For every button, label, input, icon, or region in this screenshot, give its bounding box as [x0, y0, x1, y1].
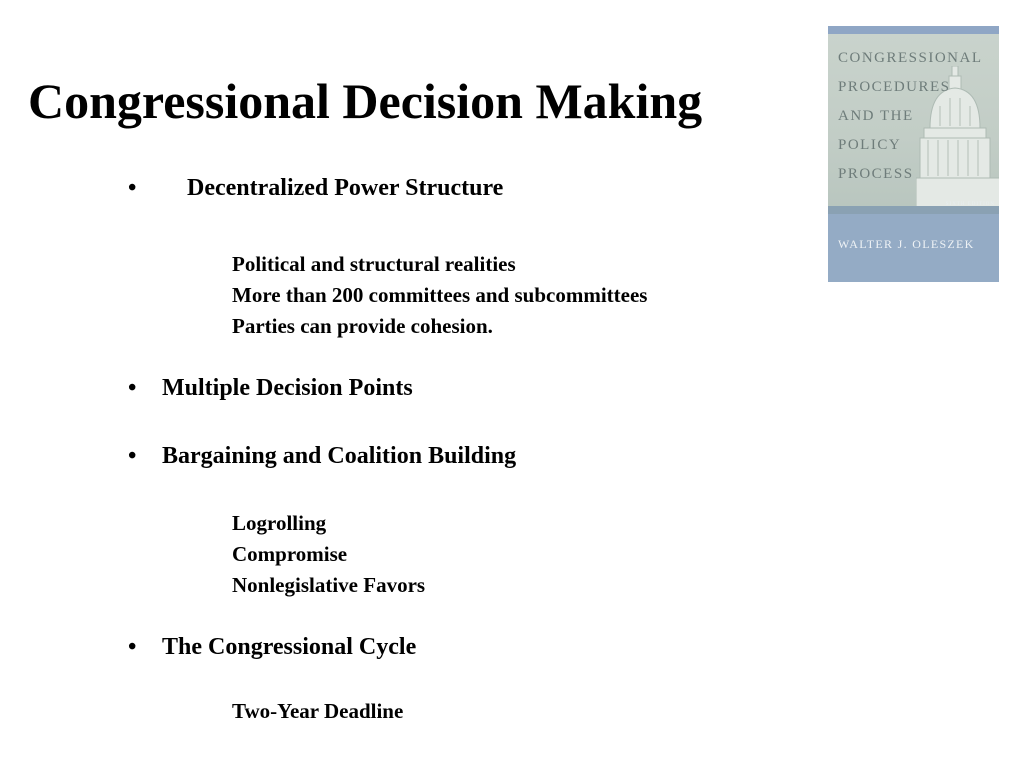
book-cover-image — [828, 26, 999, 282]
sub-list-cycle — [232, 696, 403, 727]
cover-title-line: POLICY — [838, 137, 902, 153]
sub-item: Compromise — [232, 542, 348, 566]
sub-item: Logrolling — [232, 511, 327, 535]
cover-top-bar — [828, 26, 999, 34]
bullet-text: Decentralized Power Structure — [187, 175, 504, 201]
sub-item: Two-Year Deadline — [232, 699, 404, 723]
bullet-marker: • — [128, 443, 137, 469]
cover-edition-band — [828, 206, 999, 214]
bullet-marker: • — [128, 175, 137, 201]
sub-item: Political and structural realities — [232, 252, 516, 276]
cover-title-line: CONGRESSIONAL — [838, 50, 983, 66]
sub-list-bargaining — [232, 508, 425, 601]
bullet-marker: • — [128, 634, 137, 660]
bullet-marker: • — [128, 375, 137, 401]
cover-edition: SIXTH EDITION — [945, 202, 995, 207]
bullet-decentralized-power — [128, 174, 608, 204]
sub-list-decentralized — [232, 249, 647, 342]
bullet-text: Multiple Decision Points — [162, 375, 413, 401]
cover-title-line: PROCEDURES — [838, 79, 951, 95]
sub-item: More than 200 committees and subcommittees — [232, 283, 648, 307]
slide-title: Congressional Decision Making — [28, 73, 703, 129]
bullet-text: The Congressional Cycle — [162, 634, 417, 660]
bullet-bargaining-coalition — [128, 442, 628, 472]
bullet-congressional-cycle — [128, 633, 528, 663]
sub-item: Nonlegislative Favors — [232, 573, 426, 597]
sub-item: Parties can provide cohesion. — [232, 314, 493, 338]
cover-title-line: PROCESS — [838, 166, 914, 182]
bullet-multiple-decision-points — [128, 374, 528, 404]
cover-title-line: AND THE — [838, 108, 914, 124]
bullet-text: Bargaining and Coalition Building — [162, 443, 517, 469]
cover-title — [838, 44, 983, 189]
cover-author: WALTER J. OLESZEK — [838, 237, 975, 251]
